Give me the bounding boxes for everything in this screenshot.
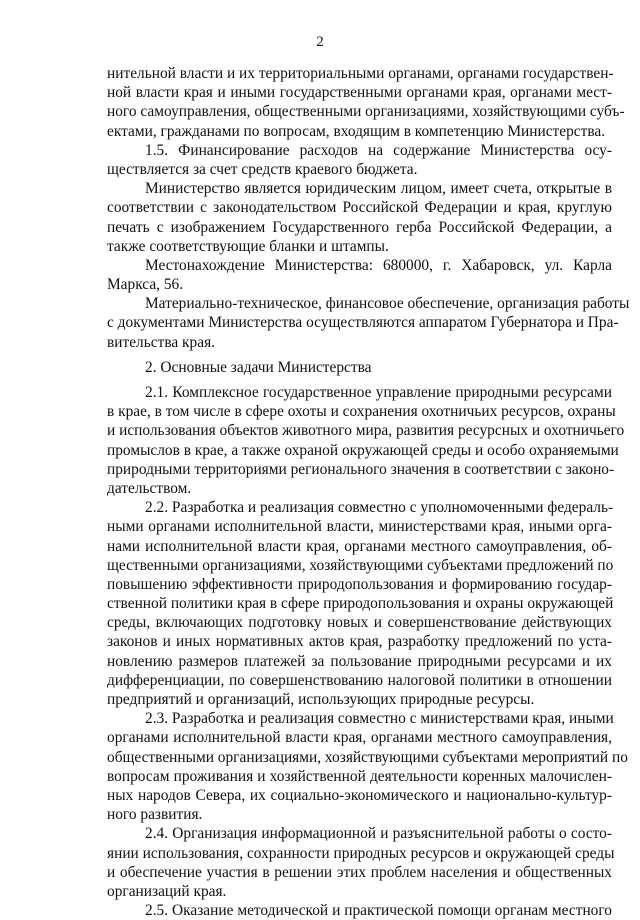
text-line: ного развития.: [107, 806, 203, 824]
text-line: органами исполнительной власти края, органами местного самоуправления,: [107, 729, 612, 747]
page-number: 2: [316, 34, 324, 50]
text-line: 2.1. Комплексное государственное управление природными ресурсами: [145, 384, 612, 401]
text-line: организаций края.: [107, 882, 227, 900]
text-line: ной власти края и иными государственными органами края, органами мест-: [107, 84, 612, 102]
text-line: соответствии с законодательством Российской Федерации и края, круглую: [107, 199, 612, 217]
paragraph: [107, 498, 612, 709]
text-line: повышению эффективности природопользования и формированию государ-: [107, 575, 612, 593]
text-line: новлению размеров платежей за пользование природными ресурсами и их: [107, 652, 612, 670]
text-line: щественными организациями, хозяйствующими субъектами предложений по: [107, 556, 614, 574]
paragraph: [107, 64, 625, 141]
text-line: среды, включающих подготовку новых и совершенствование действующих: [107, 614, 612, 632]
paragraph: [107, 383, 625, 498]
text-line: ектами, гражданами по вопросам, входящим в компетенцию Министерства.: [107, 122, 606, 140]
paragraph: [107, 901, 612, 920]
paragraph: [107, 256, 612, 294]
text-line: и использования объектов животного мира, развития ресурсных и охотничьего: [107, 422, 625, 440]
text-line: промыслов в крае, а также охраной окружающей среды и особо охраняемыми: [107, 441, 619, 459]
text-line: янии использования, сохранности природных ресурсов и окружающей среды: [107, 844, 615, 862]
text-line: 1.5. Финансирование расходов на содержание Министерства осу-: [145, 141, 612, 159]
text-line: Маркса, 56.: [107, 276, 184, 294]
text-line: природными территориями регионального значения в соответствии с законо-: [107, 460, 615, 478]
text-line: в крае, в том числе в сфере охоты и сохранения охотничьих ресурсов, охраны: [107, 403, 616, 421]
text-line: Местонахождение Министерства: 680000, г. Хабаровск, ул. Карла: [145, 256, 612, 274]
text-line: ного самоуправления, общественными организациями, хозяйствующими субъ-: [107, 103, 625, 121]
text-line: ществляется за счет средств краевого бюджета.: [107, 160, 418, 178]
text-line: 2.4. Организация информационной и разъяснительной работы о состо-: [145, 825, 612, 843]
text-line: 2.2. Разработка и реализация совместно с уполномоченными федераль-: [145, 499, 614, 517]
text-line: ственной политики края в сфере природопользования и охраны окружающей: [107, 595, 614, 613]
section-heading: 2. Основные задачи Министерства: [145, 358, 372, 376]
text-line: вительства края.: [107, 333, 215, 351]
text-line: ными органами исполнительной власти, министерствами края, иными орга-: [107, 518, 612, 536]
text-line: дательством.: [107, 479, 192, 497]
text-line: нами исполнительной власти края, органами местного самоуправления, об-: [107, 537, 612, 555]
text-line: Министерство является юридическим лицом, имеет счета, открытые в: [145, 180, 612, 198]
text-line: также соответствующие бланки и штампы.: [107, 237, 389, 255]
text-line: дифференциации, по совершенствованию налоговой политики в отношении: [107, 671, 612, 689]
text-line: нительной власти и их территориальными органами, органами государствен-: [107, 65, 614, 82]
text-line: законов и иных нормативных актов края, разработку предложений по уста-: [107, 633, 612, 651]
text-line: Материально-техническое, финансовое обеспечение, организация работы: [145, 295, 630, 313]
paragraph: [107, 179, 612, 256]
paragraph: [107, 294, 630, 352]
paragraph: [107, 824, 615, 901]
text-line: 2.3. Разработка и реализация совместно с министерствами края, иными: [145, 710, 614, 728]
text-line: с документами Министерства осуществляются аппаратом Губернатора и Пра-: [107, 314, 619, 332]
text-line: печать с изображением Государственного герба Российской Федерации, а: [107, 218, 612, 236]
paragraph: [107, 141, 612, 179]
text-line: предприятий и организаций, использующих природные ресурсы.: [107, 691, 535, 708]
text-line: ных народов Севера, их социально-экономического и национально-культур-: [107, 786, 612, 804]
text-line: общественными организациями, хозяйствующими субъектами мероприятий по: [107, 748, 628, 766]
text-line: и обеспечение участия в решении этих проблем населения и общественных: [107, 863, 612, 881]
text-line: 2.5. Оказание методической и практической помощи органам местного: [145, 902, 612, 920]
document-body: [107, 64, 630, 920]
text-line: вопросам проживания и хозяйственной деятельности коренных малочислен-: [107, 767, 612, 785]
paragraph: [107, 709, 628, 824]
